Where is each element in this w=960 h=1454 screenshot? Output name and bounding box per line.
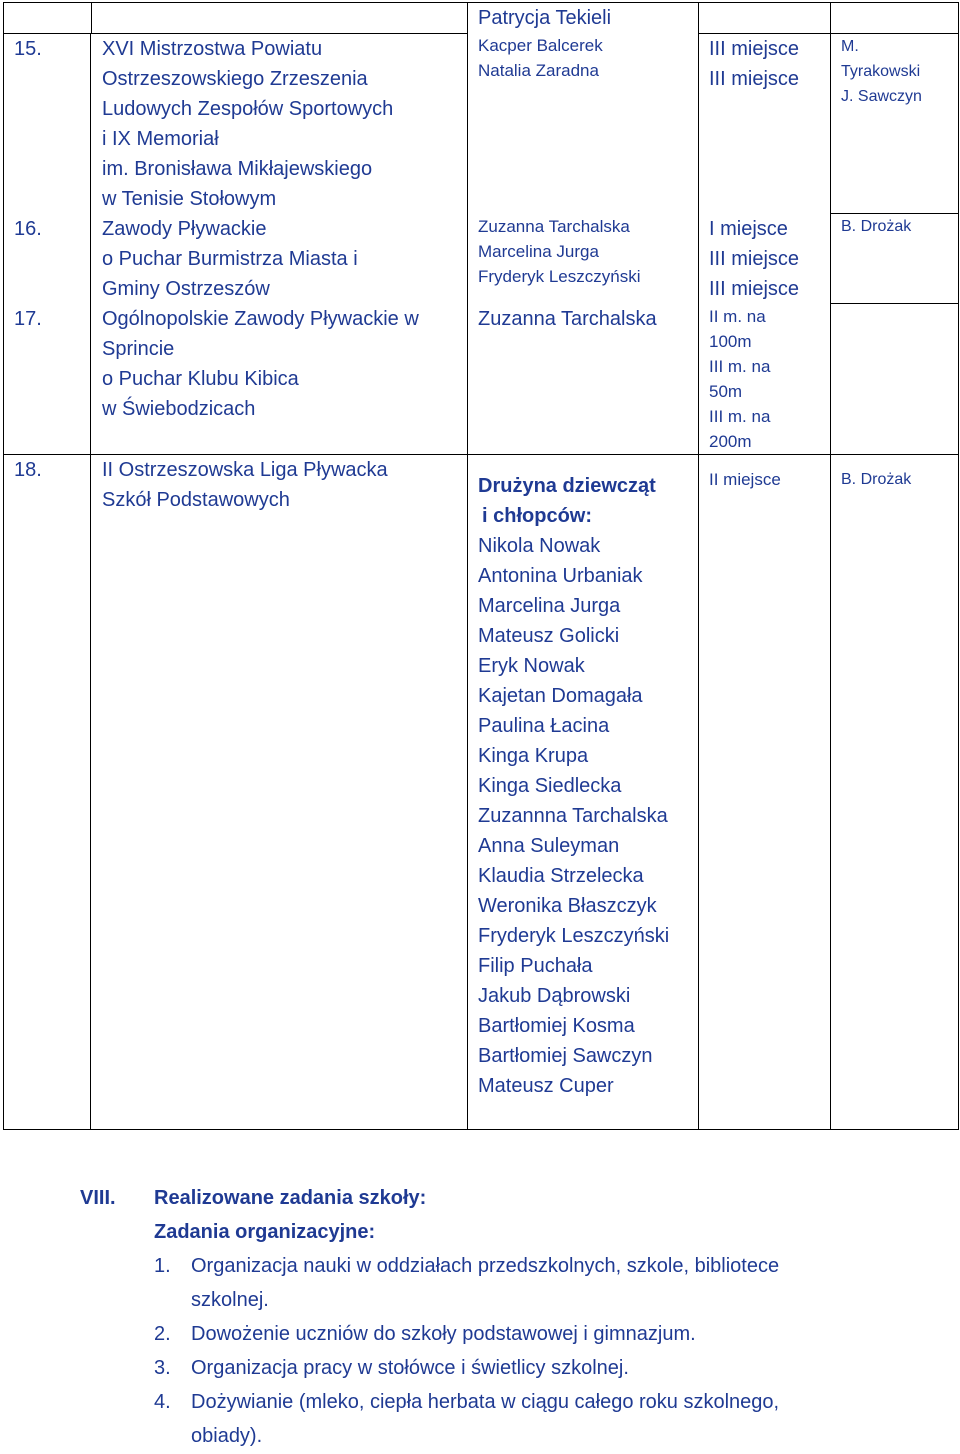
table-row <box>4 214 959 304</box>
column-divider <box>90 213 91 305</box>
task-item <box>154 1351 779 1385</box>
participant-name: Fryderyk Leszczyński <box>478 924 670 947</box>
participant-name: Zuzanna Tarchalska <box>478 307 657 330</box>
participant-name: Mateusz Golicki <box>478 624 620 647</box>
participant-name: Marcelina Jurga <box>478 241 599 261</box>
task-line: Dowożenie uczniów do szkoły podstawowej i gimnazjum. <box>191 1323 696 1345</box>
event-name <box>102 304 419 424</box>
participant-name: Filip Puchała <box>478 954 593 977</box>
event-cell <box>4 454 468 1129</box>
participant-name: Eryk Nowak <box>478 654 585 677</box>
teacher-name: Tyrakowski <box>841 62 921 80</box>
result-value: III m. na <box>709 356 771 376</box>
task-text <box>191 1249 779 1317</box>
event-name <box>102 214 358 304</box>
section-numeral: VIII. <box>80 1187 116 1209</box>
table-cell <box>468 3 699 34</box>
event-line: Ludowych Zespołów Sportowych <box>102 97 394 120</box>
event-cell <box>4 214 468 304</box>
participant-name: Kacper Balcerek <box>478 36 603 55</box>
table-cell <box>92 3 468 34</box>
section-subtitle: Zadania organizacyjne: <box>154 1221 376 1243</box>
result-value: III m. na <box>709 406 771 426</box>
task-line: Dożywianie (mleko, ciepła herbata w ciągu całego roku szkolnego, <box>191 1391 780 1413</box>
teacher-name: J. Sawczyn <box>841 87 922 105</box>
result-value: III miejsce <box>709 37 800 60</box>
table-cell <box>831 3 959 34</box>
event-line: im. Bronisława Mikłajewskiego <box>102 157 373 180</box>
result-value: I miejsce <box>709 217 788 240</box>
task-number: 3. <box>154 1357 171 1379</box>
event-line: XVI Mistrzostwa Powiatu <box>102 37 323 60</box>
result-value: III miejsce <box>709 247 800 270</box>
row-number: 17. <box>14 307 42 330</box>
team-heading: i chłopców: <box>482 504 592 527</box>
column-divider <box>90 454 91 1130</box>
event-line: Zawody Pływackie <box>102 217 267 240</box>
team-heading: Drużyna dziewcząt <box>478 474 656 497</box>
participant-name: Antonina Urbaniak <box>478 564 643 587</box>
task-item <box>154 1317 779 1351</box>
result-value: II miejsce <box>709 469 781 489</box>
result-value: 200m <box>709 431 752 451</box>
participant-name: Jakub Dąbrowski <box>478 984 631 1007</box>
result-cell <box>699 304 831 455</box>
task-item <box>154 1385 779 1453</box>
teacher-cell <box>831 214 959 304</box>
table-cell <box>699 3 831 34</box>
task-number: 2. <box>154 1323 171 1345</box>
table-row <box>4 3 959 34</box>
event-line: w Świebodzicach <box>102 397 256 420</box>
section-heading <box>80 1181 779 1215</box>
result-value: III miejsce <box>709 67 800 90</box>
task-line: szkolnej. <box>191 1289 269 1311</box>
teacher-cell <box>831 454 959 1129</box>
participant-name: Nikola Nowak <box>478 534 601 557</box>
task-list <box>154 1249 779 1453</box>
result-value: III miejsce <box>709 277 800 300</box>
row-number: 16. <box>14 217 42 240</box>
event-name <box>102 34 393 214</box>
event-cell <box>4 304 468 455</box>
result-cell <box>699 454 831 1129</box>
task-text <box>191 1385 779 1453</box>
participant-name: Fryderyk Leszczyński <box>478 266 641 286</box>
table-row <box>4 33 959 214</box>
participant-name: Paulina Łacina <box>478 714 610 737</box>
participant-name: Zuzanna Tarchalska <box>478 216 630 236</box>
result-value: 50m <box>709 381 743 401</box>
task-line: Organizacja nauki w oddziałach przedszkolnych, szkole, bibliotece <box>191 1255 780 1277</box>
participant-name: Kinga Krupa <box>478 744 589 767</box>
column-divider <box>90 303 91 455</box>
task-line: obiady). <box>191 1425 263 1447</box>
table-row <box>4 304 959 455</box>
task-number: 4. <box>154 1391 171 1413</box>
result-cell <box>699 214 831 304</box>
section-title: Realizowane zadania szkoły: <box>154 1187 427 1209</box>
participant-name: Weronika Błaszczyk <box>478 894 657 917</box>
participant-name: Mateusz Cuper <box>478 1074 614 1097</box>
participant-name: Bartłomiej Kosma <box>478 1014 635 1037</box>
achievements-table <box>3 2 959 1130</box>
participant-name: Klaudia Strzelecka <box>478 864 644 887</box>
result-value: 100m <box>709 331 752 351</box>
event-line: Szkół Podstawowych <box>102 488 290 511</box>
participant-name: Patrycja Tekieli <box>478 7 612 29</box>
event-name <box>102 455 388 515</box>
teacher-name: B. Drożak <box>841 218 912 235</box>
participant-name: Kajetan Domagała <box>478 684 643 707</box>
participant-name: Anna Suleyman <box>478 834 620 857</box>
task-item <box>154 1249 779 1317</box>
section-viii <box>80 1181 779 1453</box>
table-cell <box>4 3 92 34</box>
participant-name: Natalia Zaradna <box>478 61 599 80</box>
event-line: Gminy Ostrzeszów <box>102 277 270 300</box>
participants-cell <box>468 304 699 455</box>
teacher-cell <box>831 33 959 214</box>
participant-name: Marcelina Jurga <box>478 594 621 617</box>
task-number: 1. <box>154 1255 171 1277</box>
teacher-cell <box>831 304 959 455</box>
row-number: 18. <box>14 458 42 481</box>
event-line: i IX Memoriał <box>102 127 219 150</box>
event-line: II Ostrzeszowska Liga Pływacka <box>102 458 388 481</box>
teacher-name: M. <box>841 37 859 55</box>
task-text <box>191 1317 696 1351</box>
result-cell <box>699 33 831 214</box>
participants-cell <box>468 33 699 214</box>
task-line: Organizacja pracy w stołówce i świetlicy szkolnej. <box>191 1357 629 1379</box>
result-value: II m. na <box>709 306 766 326</box>
event-line: o Puchar Burmistrza Miasta i <box>102 247 358 270</box>
participant-name: Kinga Siedlecka <box>478 774 622 797</box>
event-line: Sprincie <box>102 337 175 360</box>
row-number: 15. <box>14 37 42 60</box>
participant-name: Zuzannna Tarchalska <box>478 804 668 827</box>
task-text <box>191 1351 629 1385</box>
event-line: o Puchar Klubu Kibica <box>102 367 299 390</box>
table-row <box>4 454 959 1129</box>
event-line: w Tenisie Stołowym <box>102 187 277 210</box>
teacher-name: B. Drożak <box>841 470 912 488</box>
event-cell <box>4 33 468 214</box>
event-line: Ogólnopolskie Zawody Pływackie w <box>102 307 419 330</box>
participant-name: Bartłomiej Sawczyn <box>478 1044 653 1067</box>
event-line: Ostrzeszowskiego Zrzeszenia <box>102 67 368 90</box>
column-divider <box>90 33 91 215</box>
participants-cell <box>468 214 699 304</box>
participants-cell <box>468 454 699 1129</box>
